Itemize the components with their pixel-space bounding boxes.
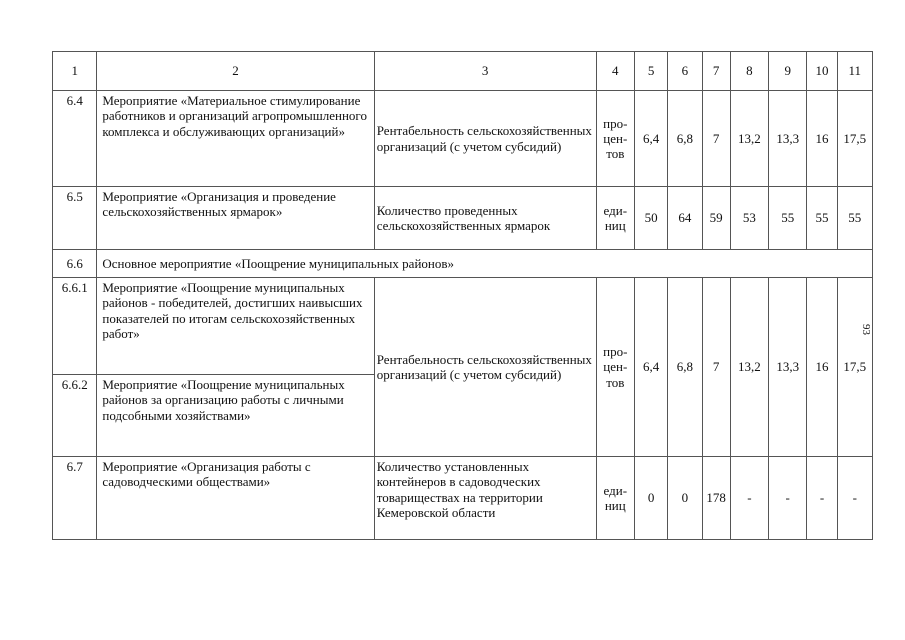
unit-part: цен- bbox=[603, 359, 628, 375]
value-cell: 6,4 bbox=[634, 278, 667, 457]
value-cell: 13,3 bbox=[769, 278, 807, 457]
unit-part: ниц bbox=[604, 218, 626, 233]
unit-cell bbox=[596, 187, 634, 250]
value-cell: - bbox=[837, 457, 872, 540]
value-cell: 13,3 bbox=[769, 91, 807, 187]
unit-part: тов bbox=[606, 146, 625, 162]
value-cell: 16 bbox=[807, 278, 837, 457]
header-cell: 7 bbox=[702, 52, 730, 91]
page-number: 93 bbox=[860, 324, 872, 335]
indicator-name: Количество установленных контейнеров в садоводческих товариществах на территории Кемеровской области bbox=[374, 457, 596, 540]
value-cell: 55 bbox=[769, 187, 807, 250]
header-cell: 6 bbox=[668, 52, 702, 91]
value-cell: 6,8 bbox=[668, 91, 702, 187]
header-cell: 8 bbox=[730, 52, 768, 91]
value-cell: - bbox=[807, 457, 837, 540]
header-cell: 4 bbox=[596, 52, 634, 91]
unit-part: еди- bbox=[603, 482, 628, 498]
unit-cell bbox=[596, 278, 634, 457]
value-cell: 6,4 bbox=[634, 91, 667, 187]
section-title: Основное мероприятие «Поощрение муниципальных районов» bbox=[97, 250, 873, 278]
value-cell: 178 bbox=[702, 457, 730, 540]
unit-part: цен- bbox=[603, 130, 628, 146]
table-row bbox=[53, 250, 873, 278]
measures-table bbox=[52, 51, 873, 540]
row-number: 6.7 bbox=[53, 457, 97, 540]
header-row bbox=[53, 52, 873, 91]
unit-part: еди- bbox=[603, 202, 628, 218]
header-cell: 11 bbox=[837, 52, 872, 91]
unit-part: про- bbox=[603, 115, 628, 131]
value-cell: 7 bbox=[702, 91, 730, 187]
value-cell: 50 bbox=[634, 187, 667, 250]
unit-part: ниц bbox=[604, 498, 626, 513]
value-cell: 55 bbox=[837, 187, 872, 250]
table-row bbox=[53, 91, 873, 187]
header-cell: 5 bbox=[634, 52, 667, 91]
row-number: 6.6 bbox=[53, 250, 97, 278]
row-number: 6.6.2 bbox=[53, 375, 97, 457]
value-cell: 17,5 bbox=[837, 278, 872, 457]
indicator-name: Рентабельность сельскохозяйственных организаций (с учетом субсидий) bbox=[374, 278, 596, 457]
value-cell: 64 bbox=[668, 187, 702, 250]
unit-cell bbox=[596, 91, 634, 187]
indicator-name: Рентабельность сельскохозяйственных организаций (с учетом субсидий) bbox=[374, 91, 596, 187]
measure-description: Мероприятие «Поощрение муниципальных районов за организацию работы с личными подсобными хозяйствами» bbox=[97, 375, 374, 457]
unit-part: про- bbox=[603, 344, 628, 359]
table-row bbox=[53, 187, 873, 250]
value-cell: - bbox=[730, 457, 768, 540]
unit-part: тов bbox=[606, 374, 625, 390]
measure-description: Мероприятие «Организация и проведение сельскохозяйственных ярмарок» bbox=[97, 187, 374, 250]
value-cell: 16 bbox=[807, 91, 837, 187]
value-cell: 7 bbox=[702, 278, 730, 457]
row-number: 6.5 bbox=[53, 187, 97, 250]
value-cell: 55 bbox=[807, 187, 837, 250]
value-cell: 0 bbox=[668, 457, 702, 540]
table-row bbox=[53, 457, 873, 540]
indicator-name: Количество проведенных сельскохозяйственных ярмарок bbox=[374, 187, 596, 250]
row-number: 6.4 bbox=[53, 91, 97, 187]
measure-description: Мероприятие «Материальное стимулирование работников и организаций агропромышленного комплекса и обслуживающих организаций» bbox=[97, 91, 374, 187]
value-cell: 0 bbox=[634, 457, 667, 540]
header-cell: 1 bbox=[53, 52, 97, 91]
value-cell: 13,2 bbox=[730, 91, 768, 187]
value-cell: 53 bbox=[730, 187, 768, 250]
value-cell: 13,2 bbox=[730, 278, 768, 457]
header-cell: 2 bbox=[97, 52, 374, 91]
unit-cell bbox=[596, 457, 634, 540]
measure-description: Мероприятие «Организация работы с садоводческими обществами» bbox=[97, 457, 374, 540]
header-cell: 9 bbox=[769, 52, 807, 91]
header-cell: 10 bbox=[807, 52, 837, 91]
value-cell: 6,8 bbox=[668, 278, 702, 457]
table-row bbox=[53, 278, 873, 375]
value-cell: - bbox=[769, 457, 807, 540]
value-cell: 17,5 bbox=[837, 91, 872, 187]
value-cell: 59 bbox=[702, 187, 730, 250]
row-number: 6.6.1 bbox=[53, 278, 97, 375]
measure-description: Мероприятие «Поощрение муниципальных районов - победителей, достигших наивысших показателей по итогам сельскохозяйственных работ» bbox=[97, 278, 374, 375]
header-cell: 3 bbox=[374, 52, 596, 91]
